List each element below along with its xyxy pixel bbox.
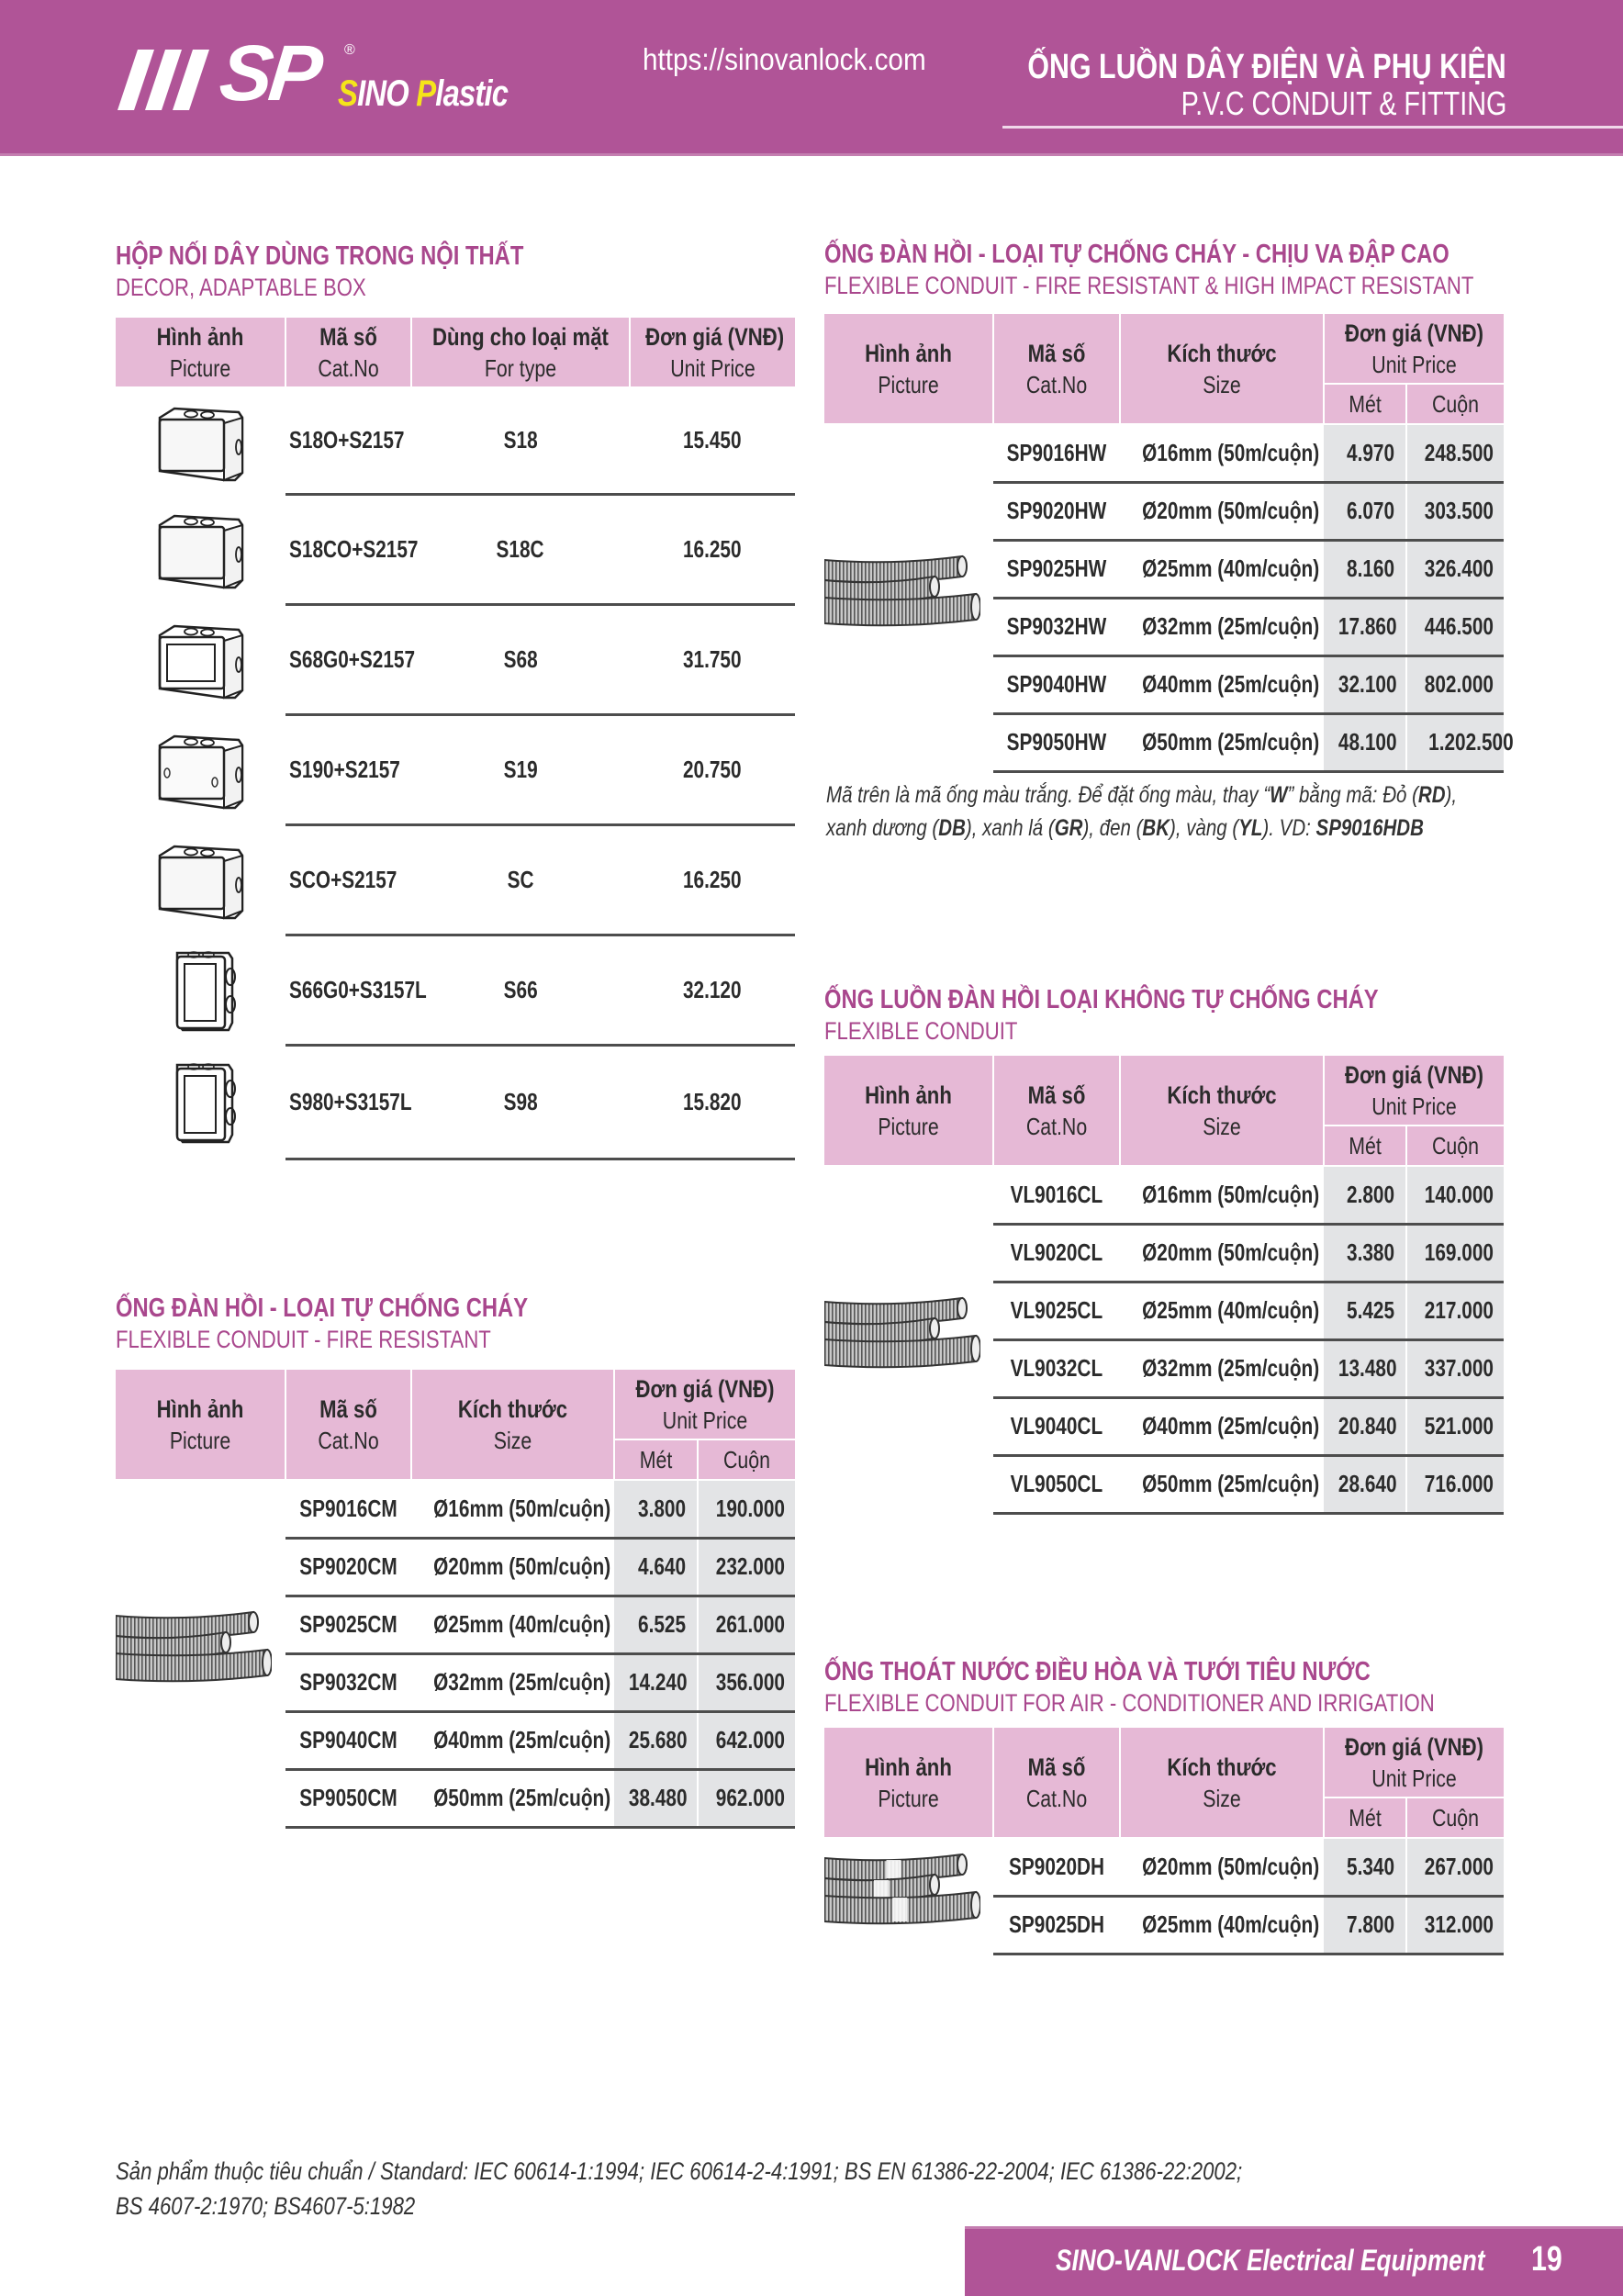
col-meter: Mét [1324, 384, 1406, 424]
cat-no: SP9025DH [993, 1896, 1120, 1954]
price-roll: 303.500 [1406, 482, 1504, 540]
price-meter: 14.240 [614, 1653, 698, 1711]
size: Ø20mm (50m/cuộn) [1120, 482, 1324, 540]
flexible-conduit-icon [824, 614, 980, 642]
sino-plastic-logo [118, 29, 558, 118]
size: Ø25mm (40m/cuộn) [411, 1596, 614, 1653]
col-roll: Cuộn [1406, 384, 1504, 424]
price-meter: 48.100 [1324, 713, 1406, 771]
for-type: S19 [411, 714, 630, 824]
cat-no: S68G0+S2157 [285, 604, 411, 714]
price-roll: 716.000 [1406, 1455, 1504, 1513]
size: Ø20mm (50m/cuộn) [1120, 1224, 1324, 1282]
table-row [824, 424, 1504, 482]
cat-no: S18CO+S2157 [285, 494, 411, 604]
cat-no: SP9025HW [993, 540, 1120, 598]
fire-resistant-table [116, 1370, 795, 1829]
size: Ø16mm (50m/cuộn) [411, 1480, 614, 1538]
cat-no: SCO+S2157 [285, 824, 411, 935]
table-row [116, 714, 795, 824]
junction-box-icon [116, 399, 285, 484]
for-type: S68 [411, 604, 630, 714]
cat-no: VL9016CL [993, 1166, 1120, 1224]
col-unit-price: Đơn giá (VNĐ) Unit Price [1324, 314, 1504, 384]
price-meter: 13.480 [1324, 1339, 1406, 1397]
size: Ø16mm (50m/cuộn) [1120, 424, 1324, 482]
section-title-en: FLEXIBLE CONDUIT - FIRE RESISTANT [116, 1326, 491, 1353]
size: Ø32mm (25m/cuộn) [1120, 598, 1324, 655]
junction-box-screw-icon [116, 727, 285, 812]
price-meter: 6.070 [1324, 482, 1406, 540]
size: Ø16mm (50m/cuộn) [1120, 1166, 1324, 1224]
product-picture [116, 604, 285, 714]
section-title-vi: ỐNG LUỒN ĐÀN HỒI LOẠI KHÔNG TỰ CHỐNG CHÁY [824, 985, 1379, 1014]
price-roll: 169.000 [1406, 1224, 1504, 1282]
size: Ø25mm (40m/cuộn) [1120, 540, 1324, 598]
product-picture [116, 1480, 285, 1827]
product-picture [116, 1045, 285, 1159]
size: Ø50mm (25m/cuộn) [1120, 713, 1324, 771]
col-picture: Hình ảnh Picture [824, 314, 993, 424]
table-row [824, 1838, 1504, 1896]
website-link[interactable]: https://sinovanlock.com [643, 42, 926, 76]
junction-box-tall-icon [116, 1056, 285, 1148]
price-roll: 962.000 [698, 1769, 795, 1827]
col-for-type: Dùng cho loại mặt For type [411, 318, 630, 387]
price-roll: 337.000 [1406, 1339, 1504, 1397]
size: Ø40mm (25m/cuộn) [1120, 655, 1324, 713]
size: Ø40mm (25m/cuộn) [411, 1711, 614, 1769]
col-picture: Hình ảnh Picture [824, 1056, 993, 1166]
logo-wordmark: SINO Plastic [338, 73, 509, 114]
price-roll: 232.000 [698, 1538, 795, 1596]
size: Ø50mm (25m/cuộn) [1120, 1455, 1324, 1513]
col-picture: Hình ảnh Picture [116, 1370, 285, 1480]
standards-note: Sản phẩm thuộc tiêu chuẩn / Standard: IEC 60614-1:1994; IEC 60614-2-4:1991; BS EN 61386-22-2004; IEC 61386-22:2002; BS 4607-2:1970; BS4607-5:1982 [116, 2157, 1243, 2220]
col-meter: Mét [1324, 1798, 1406, 1838]
cat-no: SP9020HW [993, 482, 1120, 540]
size: Ø25mm (40m/cuộn) [1120, 1896, 1324, 1954]
cat-no: SP9050CM [285, 1769, 411, 1827]
cat-no: VL9050CL [993, 1455, 1120, 1513]
header-divider [1002, 126, 1623, 129]
decor-box-section [116, 241, 613, 303]
price-roll: 802.000 [1406, 655, 1504, 713]
size: Ø20mm (50m/cuộn) [411, 1538, 614, 1596]
table-header-row [116, 318, 795, 387]
cat-no: SP9025CM [285, 1596, 411, 1653]
product-picture [824, 1166, 993, 1513]
section-title-en: FLEXIBLE CONDUIT [824, 1017, 1018, 1045]
cat-no: SP9032CM [285, 1653, 411, 1711]
price-roll: 261.000 [698, 1596, 795, 1653]
price-meter: 25.680 [614, 1711, 698, 1769]
price-roll: 521.000 [1406, 1397, 1504, 1455]
col-catno: Mã số Cat.No [285, 318, 411, 387]
section-title-vi: ỐNG ĐÀN HỒI - LOẠI TỰ CHỐNG CHÁY - CHỊU VA ĐẬP CAO [824, 240, 1450, 269]
price-roll: 642.000 [698, 1711, 795, 1769]
col-catno: Mã số Cat.No [993, 314, 1120, 424]
size: Ø32mm (25m/cuộn) [1120, 1339, 1324, 1397]
price-roll: 446.500 [1406, 598, 1504, 655]
section-title-en: FLEXIBLE CONDUIT FOR AIR - CONDITIONER AND IRRIGATION [824, 1689, 1435, 1717]
cat-no: S18O+S2157 [285, 387, 411, 494]
unit-price: 32.120 [630, 935, 795, 1045]
cat-no: SP9050HW [993, 713, 1120, 771]
col-size: Kích thước Size [1120, 314, 1324, 424]
air-con-section [824, 1656, 1569, 1719]
junction-box-icon [116, 507, 285, 591]
col-catno: Mã số Cat.No [993, 1056, 1120, 1166]
cat-no: VL9032CL [993, 1339, 1120, 1397]
col-size: Kích thước Size [1120, 1728, 1324, 1838]
page-header [0, 0, 1623, 156]
cat-no: S66G0+S3157L [285, 935, 411, 1045]
catalog-title-en: P.V.C CONDUIT & FITTING [1181, 84, 1506, 122]
price-meter: 4.640 [614, 1538, 698, 1596]
col-unit-price: Đơn giá (VNĐ) Unit Price [1324, 1728, 1504, 1798]
junction-box-window-icon [116, 617, 285, 701]
logo-slashes-icon [118, 50, 220, 110]
cat-no: VL9025CL [993, 1282, 1120, 1339]
size: Ø40mm (25m/cuộn) [1120, 1397, 1324, 1455]
cat-no: VL9020CL [993, 1224, 1120, 1282]
unit-price: 15.820 [630, 1045, 795, 1159]
cat-no: S190+S2157 [285, 714, 411, 824]
table-row [116, 494, 795, 604]
price-roll: 190.000 [698, 1480, 795, 1538]
col-unit-price: Đơn giá (VNĐ) Unit Price [614, 1370, 795, 1439]
air-con-table [824, 1728, 1504, 1955]
product-picture [116, 714, 285, 824]
price-meter: 38.480 [614, 1769, 698, 1827]
price-meter: 3.800 [614, 1480, 698, 1538]
unit-price: 16.250 [630, 824, 795, 935]
table-row [116, 935, 795, 1045]
price-roll: 267.000 [1406, 1838, 1504, 1896]
for-type: S66 [411, 935, 630, 1045]
unit-price: 20.750 [630, 714, 795, 824]
section-title-en: DECOR, ADAPTABLE BOX [116, 274, 366, 301]
price-meter: 6.525 [614, 1596, 698, 1653]
cat-no: SP9040CM [285, 1711, 411, 1769]
section-title-vi: ỐNG THOÁT NƯỚC ĐIỀU HÒA VÀ TƯỚI TIÊU NƯỚC [824, 1657, 1371, 1686]
col-catno: Mã số Cat.No [285, 1370, 411, 1480]
price-meter: 32.100 [1324, 655, 1406, 713]
product-picture [824, 1838, 993, 1954]
price-meter: 5.340 [1324, 1838, 1406, 1896]
table-row [116, 1045, 795, 1159]
product-picture [116, 494, 285, 604]
col-catno: Mã số Cat.No [993, 1728, 1120, 1838]
for-type: S18 [411, 387, 630, 494]
cat-no: SP9032HW [993, 598, 1120, 655]
junction-box-icon [116, 837, 285, 922]
registered-mark: ® [344, 42, 355, 58]
price-meter: 8.160 [1324, 540, 1406, 598]
product-picture [116, 935, 285, 1045]
col-meter: Mét [614, 1439, 698, 1480]
cat-no: SP9016HW [993, 424, 1120, 482]
price-meter: 5.425 [1324, 1282, 1406, 1339]
size: Ø20mm (50m/cuộn) [1120, 1838, 1324, 1896]
footer-company: SINO-VANLOCK Electrical Equipment [1056, 2244, 1485, 2277]
price-meter: 4.970 [1324, 424, 1406, 482]
col-roll: Cuộn [1406, 1126, 1504, 1166]
col-size: Kích thước Size [411, 1370, 614, 1480]
non-fire-section [824, 984, 1500, 1047]
cat-no: SP9020CM [285, 1538, 411, 1596]
cat-no: VL9040CL [993, 1397, 1120, 1455]
table-row [116, 1480, 795, 1538]
section-title-vi: ỐNG ĐÀN HỒI - LOẠI TỰ CHỐNG CHÁY [116, 1294, 529, 1323]
price-meter: 2.800 [1324, 1166, 1406, 1224]
unit-price: 15.450 [630, 387, 795, 494]
section-title-vi: HỘP NỐI DÂY DÙNG TRONG NỘI THẤT [116, 241, 524, 271]
decor-box-table [116, 318, 795, 1160]
page-number: 19 [1531, 2240, 1562, 2279]
cat-no: SP9016CM [285, 1480, 411, 1538]
price-roll: 217.000 [1406, 1282, 1504, 1339]
col-picture: Hình ảnh Picture [824, 1728, 993, 1838]
for-type: S18C [411, 494, 630, 604]
for-type: S98 [411, 1045, 630, 1159]
price-roll: 356.000 [698, 1653, 795, 1711]
price-roll: 140.000 [1406, 1166, 1504, 1224]
col-size: Kích thước Size [1120, 1056, 1324, 1166]
col-meter: Mét [1324, 1126, 1406, 1166]
price-roll: 248.500 [1406, 424, 1504, 482]
catalog-title-vi: ỐNG LUỒN DÂY ĐIỆN VÀ PHỤ KIỆN [1027, 48, 1506, 86]
cat-no: SP9020DH [993, 1838, 1120, 1896]
table-row [116, 604, 795, 714]
price-meter: 3.380 [1324, 1224, 1406, 1282]
drain-hose-icon [824, 1912, 980, 1940]
cat-no: S980+S3157L [285, 1045, 411, 1159]
size: Ø50mm (25m/cuộn) [411, 1769, 614, 1827]
col-picture: Hình ảnh Picture [116, 318, 285, 387]
for-type: SC [411, 824, 630, 935]
size: Ø32mm (25m/cuộn) [411, 1653, 614, 1711]
price-roll: 312.000 [1406, 1896, 1504, 1954]
size: Ø25mm (40m/cuộn) [1120, 1282, 1324, 1339]
high-impact-section [824, 239, 1617, 301]
unit-price: 16.250 [630, 494, 795, 604]
table-row [116, 387, 795, 494]
table-row [116, 824, 795, 935]
non-fire-table [824, 1056, 1504, 1515]
table-row [824, 1166, 1504, 1224]
logo-sp-mark: SP [215, 29, 323, 118]
cat-no: SP9040HW [993, 655, 1120, 713]
col-unit-price: Đơn giá (VNĐ) Unit Price [1324, 1056, 1504, 1126]
junction-box-tall-icon [116, 944, 285, 1036]
price-meter: 7.800 [1324, 1896, 1406, 1954]
price-meter: 20.840 [1324, 1397, 1406, 1455]
product-picture [824, 424, 993, 771]
unit-price: 31.750 [630, 604, 795, 714]
high-impact-table [824, 314, 1514, 773]
fire-resistant-section [116, 1293, 619, 1355]
price-meter: 28.640 [1324, 1455, 1406, 1513]
flexible-conduit-icon [824, 1356, 980, 1383]
product-picture [116, 387, 285, 494]
product-picture [116, 824, 285, 935]
col-unit-price: Đơn giá (VNĐ) Unit Price [630, 318, 795, 387]
price-meter: 17.860 [1324, 598, 1406, 655]
col-roll: Cuộn [1406, 1798, 1504, 1838]
price-roll: 326.400 [1406, 540, 1504, 598]
col-roll: Cuộn [698, 1439, 795, 1480]
flexible-conduit-icon [116, 1670, 272, 1697]
price-roll: 1.202.500 [1406, 713, 1504, 771]
color-code-note: Mã trên là mã ống màu trắng. Để đặt ống màu, thay “W” bằng mã: Đỏ (RD), xanh dương (DB), xanh lá (GR), đen (BK), vàng (YL). VD: SP9016HDB [826, 782, 1458, 841]
section-title-en: FLEXIBLE CONDUIT - FIRE RESISTANT & HIGH IMPACT RESISTANT [824, 272, 1474, 299]
